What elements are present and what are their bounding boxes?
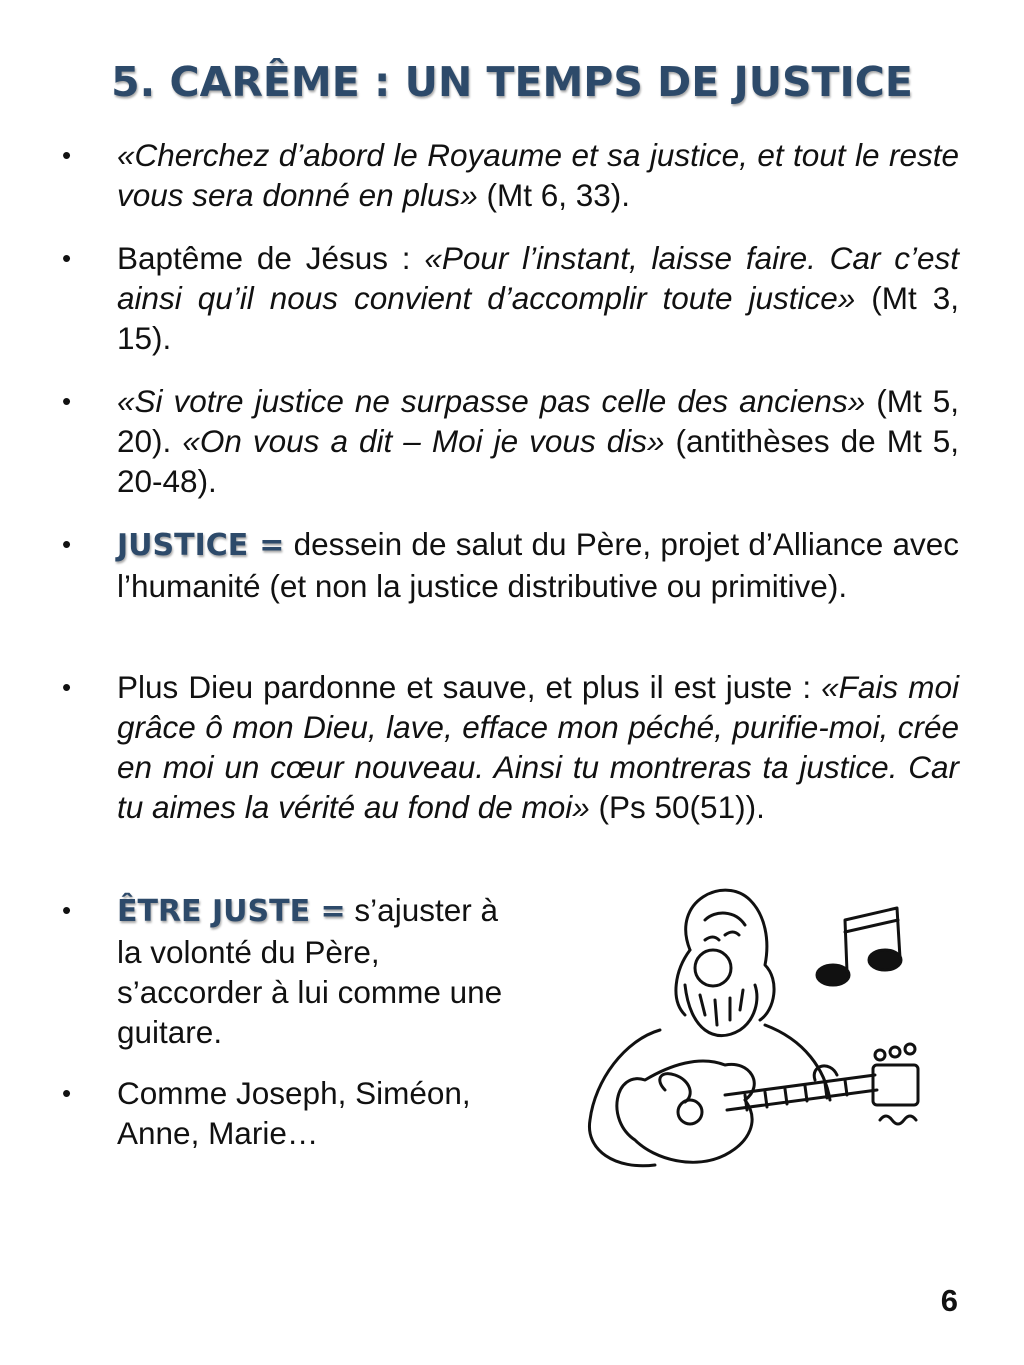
plain-text: (Mt 6, 33). xyxy=(477,177,631,213)
guitarist-illustration xyxy=(575,880,945,1180)
plain-text: s’ajuster à la volonté du Père, s’accorder à lui comme une guitare. xyxy=(117,892,503,1050)
page-title: 5. CARÊME : UN TEMPS DE JUSTICE xyxy=(111,58,913,106)
plain-text: (Mt 5, 20). xyxy=(117,383,959,459)
bullet-icon: • xyxy=(62,895,72,925)
bullet-icon: • xyxy=(62,529,72,559)
list-item-text xyxy=(117,238,959,358)
keyword-term: JUSTICE = xyxy=(117,528,285,563)
list-item-text xyxy=(117,1073,547,1153)
quote-text: «Si votre justice ne surpasse pas celle des anciens» xyxy=(117,383,866,419)
page-number: 6 xyxy=(940,1283,958,1318)
plain-text: (Mt 3, 15). xyxy=(117,280,960,356)
list-item-text xyxy=(117,135,959,215)
bullet-icon: • xyxy=(62,1078,72,1108)
quote-text: «Cherchez d’abord le Royaume et sa justice, et tout le reste vous sera donné en plus» xyxy=(117,137,959,213)
list-item-text xyxy=(117,381,959,501)
list-item-text xyxy=(117,890,507,1052)
keyword-term: ÊTRE JUSTE = xyxy=(117,894,346,929)
plain-text: Plus Dieu pardonne et sauve, et plus il est juste : xyxy=(117,669,822,705)
bullet-icon: • xyxy=(62,386,72,416)
bullet-icon: • xyxy=(62,672,72,702)
list-item-text xyxy=(117,524,959,606)
bullet-icon: • xyxy=(62,243,72,273)
plain-text: Baptême de Jésus : xyxy=(117,240,425,276)
quote-text: «Pour l’instant, laisse faire. Car c’est ainsi qu’il nous convient d’accomplir toute justice» xyxy=(117,240,959,316)
quote-text: «Fais moi grâce ô mon Dieu, lave, efface mon péché, purifie-moi, crée en moi un cœur nouveau. Ainsi tu montreras ta justice. Car tu aimes la vérité au fond de moi» xyxy=(117,669,959,825)
plain-text: Comme Joseph, Siméon, Anne, Marie… xyxy=(117,1075,471,1151)
bullet-icon: • xyxy=(62,140,72,170)
list-item-text xyxy=(117,667,959,827)
plain-text: (Ps 50(51)). xyxy=(589,789,765,825)
quote-text: «On vous a dit – Moi je vous dis» xyxy=(182,423,665,459)
plain-text: dessein de salut du Père, projet d’Alliance avec l’humanité (et non la justice distributive ou primitive). xyxy=(117,526,959,604)
plain-text: (antithèses de Mt 5, 20-48). xyxy=(117,423,959,499)
